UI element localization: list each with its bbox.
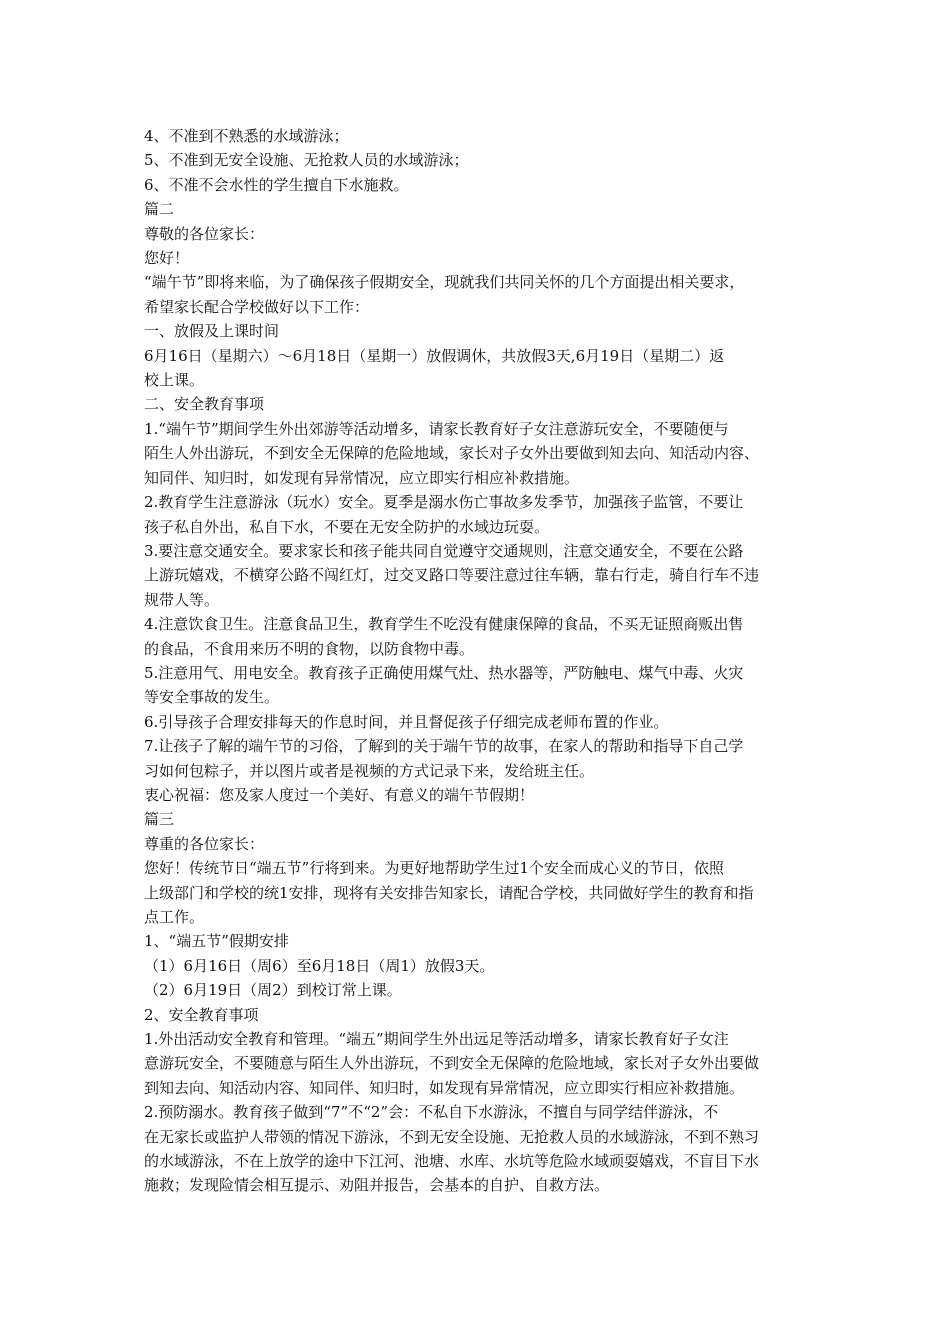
section-heading: 篇三 — [144, 810, 175, 829]
paragraph: 1.外出活动安全教育和管理。“端五”期间学生外出远足等活动增多，请家长教育好子女注 意游玩安全，不要随意与陌生人外出游玩，不到安全无保障的危险地域，家长对子女外出要做 到知去向、知活动内容、知同伴、知归时，如发现有异常情况，应立即实行相应补救措施。 — [144, 1030, 760, 1097]
closing-wish: 衷心祝福：您及家人度过一个美好、有意义的端午节假期！ — [144, 785, 535, 804]
paragraph: 6.引导孩子合理安排每天的作息时间，并且督促孩子仔细完成老师布置的作业。 — [144, 712, 669, 731]
paragraph: 您好！传统节日“端五节”行将到来。为更好地帮助学生过1个安全而成心义的节日，依照 上级部门和学校的统1安排，现将有关安排告知家长，请配合学校，共同做好学生的教育和指 点工作。 — [144, 859, 754, 926]
paragraph: 5.注意用气、用电安全。教育孩子正确使用煤气灶、热水器等，严防触电、煤气中毒、火灾 等安全事故的发生。 — [144, 663, 744, 707]
paragraph: 5、不准到无安全设施、无抢救人员的水域游泳； — [144, 151, 469, 170]
subheading: 二、安全教育事项 — [144, 395, 265, 414]
subheading: 一、放假及上课时间 — [144, 322, 280, 341]
greeting: 您好！ — [144, 249, 190, 268]
paragraph: 3.要注意交通安全。要求家长和孩子能共同自觉遵守交通规则，注意交通安全，不要在公路 上游玩嬉戏，不横穿公路不闯红灯，过交叉路口等要注意过往车辆，靠右行走，骑自行车不违 规带人等。 — [144, 541, 760, 609]
paragraph: “端午节”即将来临，为了确保孩子假期安全，现就我们共同关怀的几个方面提出相关要求， 希望家长配合学校做好以下工作： — [144, 273, 745, 316]
paragraph: 4、不准到不熟悉的水域游泳； — [144, 127, 349, 145]
paragraph: 7.让孩子了解的端午节的习俗，了解到的关于端午节的故事，在家人的帮助和指导下自己学 习如何包粽子，并以图片或者是视频的方式记录下来，发给班主任。 — [144, 737, 744, 780]
salutation: 尊重的各位家长： — [144, 834, 265, 853]
paragraph: （2）6月19日（周2）到校订常上课。 — [144, 981, 402, 1000]
paragraph: （1）6月16日（周6）至6月18日（周1）放假3天。 — [144, 956, 495, 975]
subheading: 2、安全教育事项 — [144, 1005, 259, 1024]
paragraph: 6月16日（星期六）～6月18日（星期一）放假调休，共放假3天,6月19日（星期二）返 校上课。 — [144, 346, 725, 390]
subheading: 1、“端五节”假期安排 — [144, 932, 289, 951]
paragraph: 2.教育学生注意游泳（玩水）安全。夏季是溺水伤亡事故多发季节，加强孩子监管，不要让 孩子私自外出，私自下水，不要在无安全防护的水域边玩耍。 — [144, 493, 744, 536]
section-heading: 篇二 — [144, 200, 175, 219]
paragraph: 1.“端午节”期间学生外出郊游等活动增多，请家长教育好子女注意游玩安全，不要随便与 陌生人外出游玩，不到安全无保障的危险地域，家长对子女外出要做到知去向、知活动内容、 知同伴、知归时，如发现有异常情况，应立即实行相应补救措施。 — [144, 419, 760, 487]
paragraph: 6、不准不会水性的学生擅自下水施救。 — [144, 175, 409, 194]
document-body — [0, 124, 950, 1198]
paragraph: 2.预防溺水。教育孩子做到“7”不“2”会：不私自下水游泳，不擅自与同学结伴游泳，不 在无家长或监护人带领的情况下游泳，不到无安全设施、无抢救人员的水域游泳，不到不熟习 的水域游泳，不在上放学的途中下江河、池塘、水库、水坑等危险水域顽耍嬉戏，不盲目下水 施救；发现险情会相互提示、劝阻并报告，会基本的自护、自救方法。 — [144, 1103, 760, 1195]
salutation: 尊敬的各位家长： — [144, 224, 265, 243]
paragraph: 4.注意饮食卫生。注意食品卫生，教育学生不吃没有健康保障的食品，不买无证照商贩出售 的食品，不食用来历不明的食物，以防食物中毒。 — [144, 615, 744, 658]
